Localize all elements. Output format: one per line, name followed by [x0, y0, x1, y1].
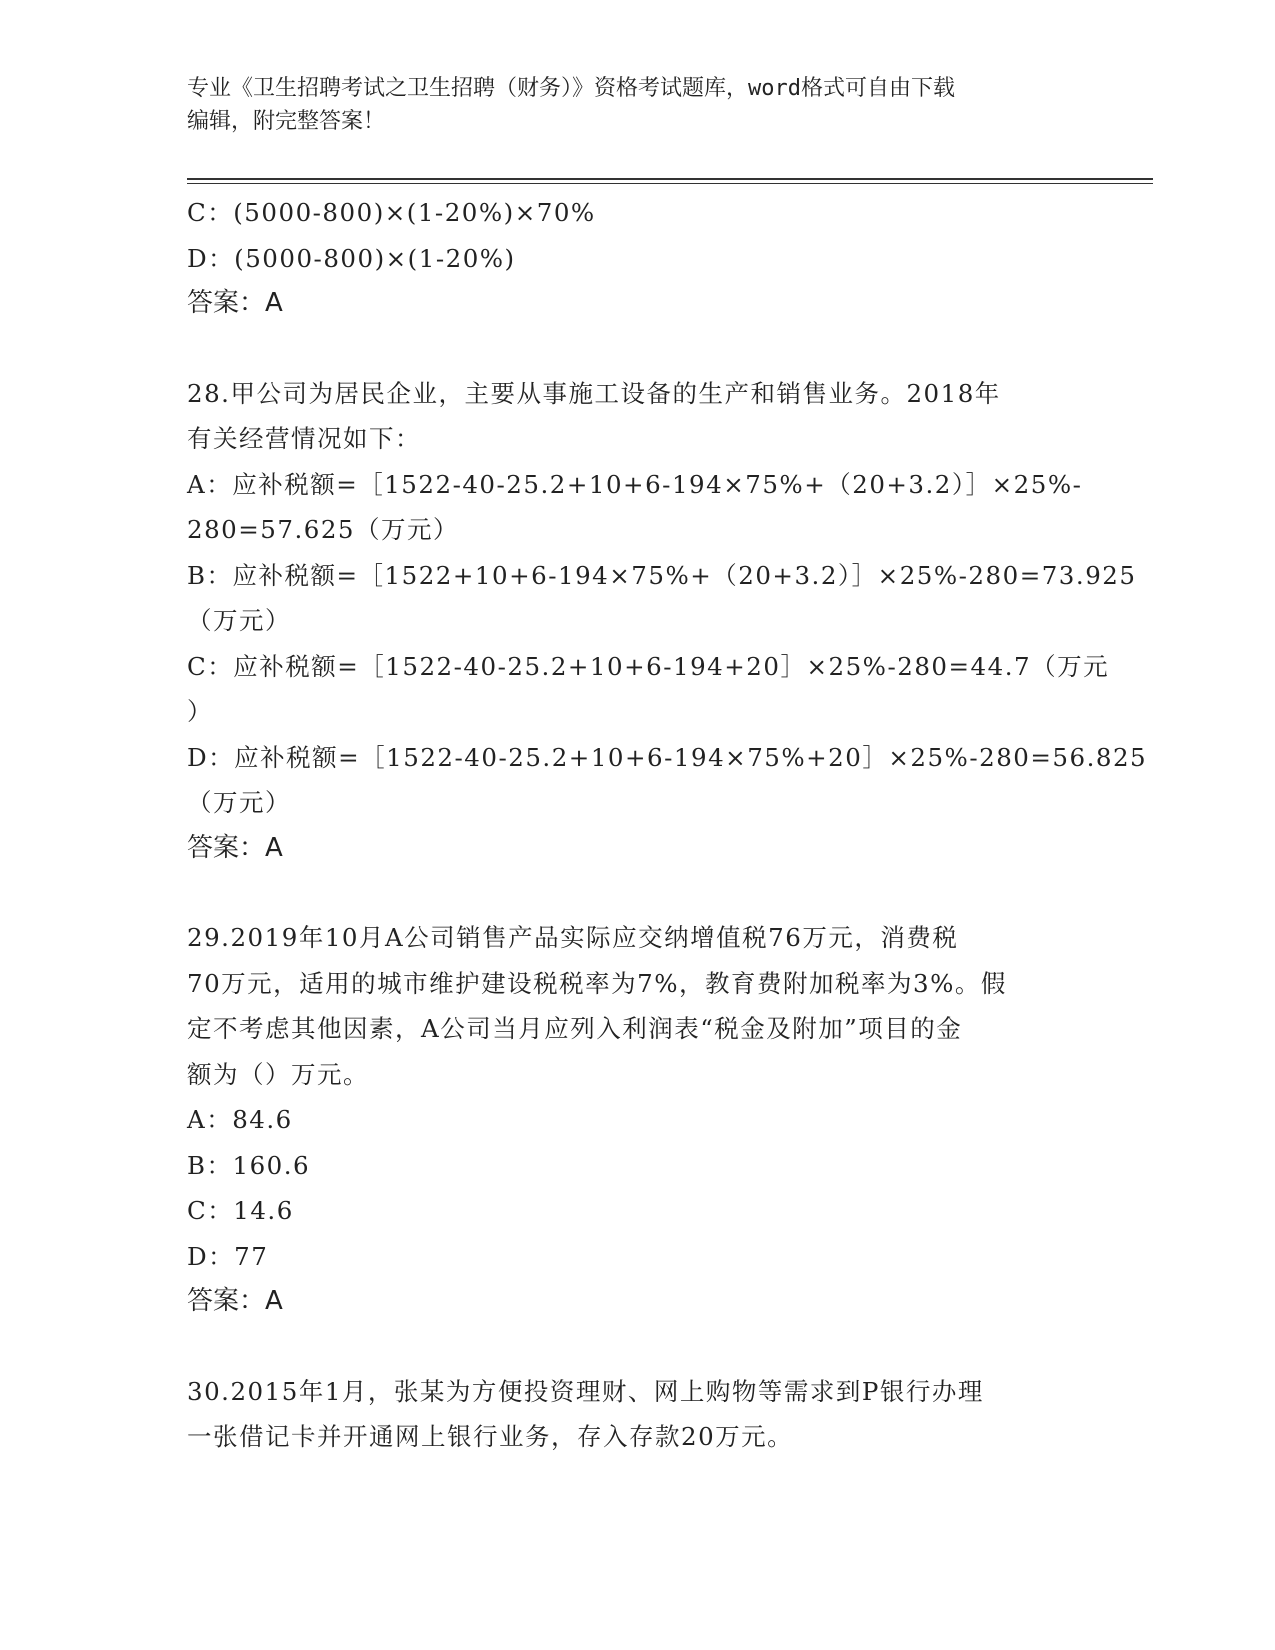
question-stem: 定不考虑其他因素，A公司当月应列入利润表“税金及附加”项目的金	[187, 1014, 963, 1043]
spacer	[187, 871, 1087, 915]
option-d: D：(5000-800)×(1-20%)	[187, 243, 516, 273]
question-stem: 28.甲公司为居民企业，主要从事施工设备的生产和销售业务。2018年	[187, 378, 1001, 408]
question-30	[187, 1369, 1087, 1460]
option-a: 280=57.625（万元）	[187, 515, 460, 544]
question-stem: 一张借记卡并开通网上银行业务，存入存款20万元。	[187, 1422, 794, 1451]
spacer	[187, 327, 1087, 371]
option-b: （万元）	[187, 606, 291, 635]
option-d: D：77	[187, 1241, 269, 1271]
option-c: C：14.6	[187, 1196, 294, 1225]
question-stem: 30.2015年1月，张某为方便投资理财、网上购物等需求到P银行办理	[187, 1376, 984, 1406]
option-d: （万元）	[187, 788, 291, 817]
header-line-2: 编辑，附完整答案！	[187, 109, 386, 134]
question-27	[187, 190, 1087, 327]
answer: 答案：A	[187, 288, 283, 318]
spacer	[187, 1325, 1087, 1369]
option-c: C：应补税额=［1522-40-25.2+10+6-194+20］×25%-280=44.7（万元	[187, 651, 1110, 681]
question-29	[187, 915, 1087, 1325]
question-stem: 70万元，适用的城市维护建设税税率为7%，教育费附加税率为3%。假	[187, 968, 1007, 998]
option-a: A：应补税额=［1522-40-25.2+10+6-194×75%+（20+3.2）］×25%-	[187, 469, 1083, 499]
question-stem: 有关经营情况如下：	[187, 424, 421, 453]
header-rule-thick	[187, 178, 1153, 180]
option-b: B：应补税额=［1522+10+6-194×75%+（20+3.2）］×25%-280=73.925	[187, 560, 1137, 590]
header-rule-thin	[187, 183, 1153, 184]
option-b: B：160.6	[187, 1150, 311, 1180]
question-stem: 29.2019年10月A公司销售产品实际应交纳增值税76万元，消费税	[187, 923, 959, 952]
answer: 答案：A	[187, 1286, 283, 1316]
header-line-1: 专业《卫生招聘考试之卫生招聘（财务）》资格考试题库，word格式可自由下载	[187, 76, 955, 101]
option-c: ）	[187, 697, 213, 726]
answer: 答案：A	[187, 832, 283, 863]
question-28	[187, 371, 1148, 872]
question-stem: 额为（）万元。	[187, 1059, 369, 1089]
option-a: A：84.6	[187, 1105, 293, 1134]
page-header	[187, 72, 1067, 138]
option-d: D：应补税额=［1522-40-25.2+10+6-194×75%+20］×25%-280=56.825	[187, 742, 1148, 772]
option-c: C：(5000-800)×(1-20%)×70%	[187, 198, 596, 227]
question-content	[187, 190, 1148, 1460]
